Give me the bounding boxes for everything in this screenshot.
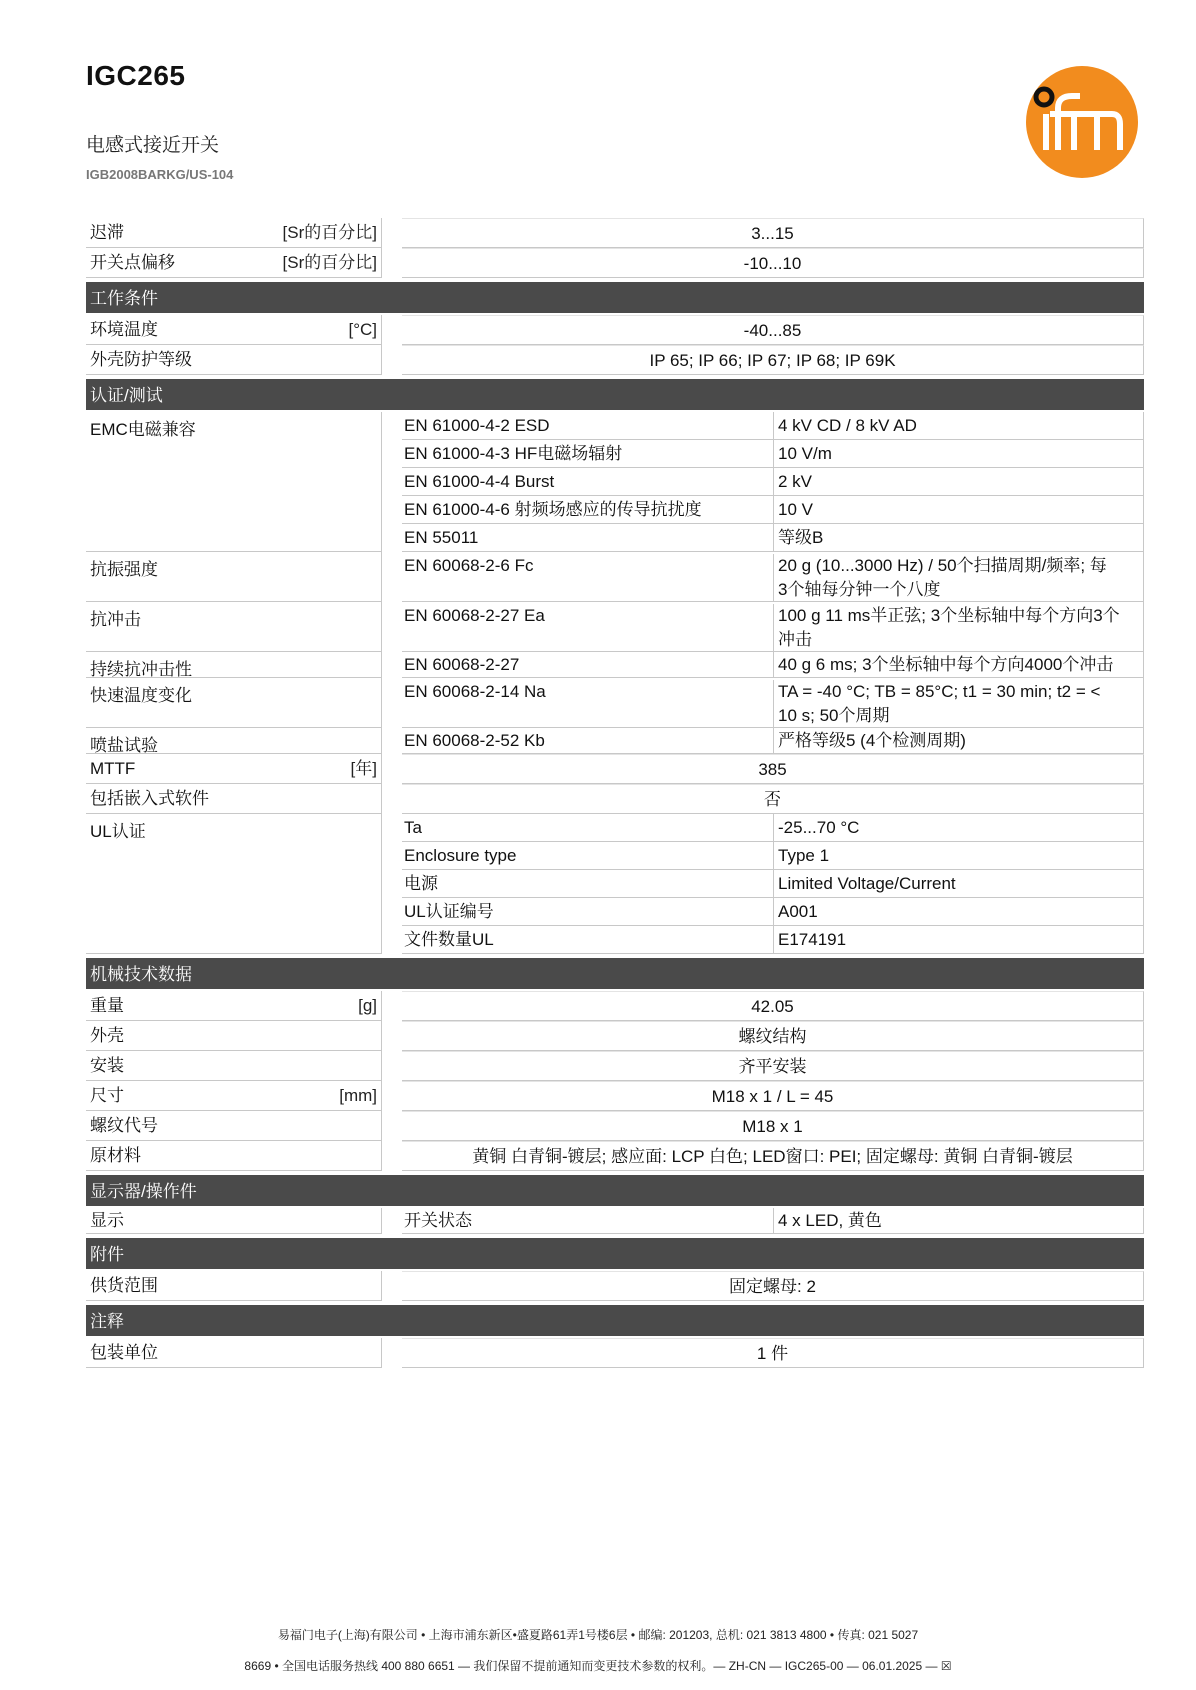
- spec-row-housing: [86, 1021, 1144, 1051]
- vibration-value-line2: 3个轴每分钟一个八度: [778, 580, 941, 599]
- ul-key: Ta: [402, 814, 774, 841]
- row-label: 包括嵌入式软件: [90, 789, 209, 808]
- emc-standard: EN 61000-4-3 HF电磁场辐射: [402, 440, 774, 467]
- row-value: M18 x 1: [402, 1111, 1144, 1141]
- row-label: 抗冲击: [90, 610, 141, 629]
- salt-standard: EN 60068-2-52 Kb: [402, 728, 774, 753]
- emc-value: 10 V: [778, 500, 813, 519]
- ul-key: UL认证编号: [402, 898, 774, 925]
- product-code: IGB2008BARKG/US-104: [86, 167, 234, 182]
- row-label: 重量: [90, 996, 124, 1015]
- row-label: 螺纹代号: [90, 1116, 158, 1135]
- row-value: IP 65; IP 66; IP 67; IP 68; IP 69K: [402, 345, 1144, 375]
- row-label: 抗振强度: [90, 560, 158, 579]
- display-key: 开关状态: [402, 1208, 774, 1233]
- row-unit: [mm]: [339, 1086, 377, 1105]
- spec-row-ul: [86, 814, 1144, 954]
- ul-key: Enclosure type: [402, 842, 774, 869]
- row-unit: [Sr的百分比]: [282, 253, 377, 272]
- row-label: 供货范围: [90, 1276, 158, 1295]
- row-label: MTTF: [90, 759, 136, 778]
- shock-standard: EN 60068-2-27 Ea: [402, 604, 774, 651]
- emc-standard: EN 61000-4-2 ESD: [402, 412, 774, 439]
- row-value: 1 件: [402, 1338, 1144, 1368]
- spec-row-scope-of-supply: [86, 1271, 1144, 1301]
- temp-change-standard: EN 60068-2-14 Na: [402, 680, 774, 727]
- section-accessories: 附件: [86, 1238, 1144, 1269]
- spec-row-protection: [86, 345, 1144, 375]
- row-label: 尺寸: [90, 1086, 124, 1105]
- shock-value-line2: 冲击: [778, 630, 812, 649]
- row-value: 齐平安装: [402, 1051, 1144, 1081]
- row-label: 开关点偏移: [90, 253, 175, 272]
- temp-change-value-line1: TA = -40 °C; TB = 85°C; t1 = 30 min; t2 = <: [778, 682, 1101, 701]
- row-label: 包装单位: [90, 1343, 158, 1362]
- ifm-logo-icon: [1024, 64, 1140, 180]
- emc-value: 10 V/m: [778, 444, 832, 463]
- row-label: 喷盐试验: [90, 736, 158, 755]
- row-label: 显示: [90, 1211, 124, 1230]
- spec-row-vibration: [86, 552, 1144, 602]
- ul-item: [402, 814, 1144, 842]
- emc-standard: EN 55011: [402, 524, 774, 551]
- ul-key: 电源: [402, 870, 774, 897]
- row-unit: [°C]: [348, 320, 377, 339]
- row-label: 快速温度变化: [90, 686, 192, 705]
- row-value: 螺纹结构: [402, 1021, 1144, 1051]
- vibration-value-line1: 20 g (10...3000 Hz) / 50个扫描周期/频率; 每: [778, 556, 1107, 575]
- section-operating-conditions: 工作条件: [86, 282, 1144, 313]
- header: [86, 62, 233, 182]
- ul-item: [402, 926, 1144, 954]
- row-unit: [g]: [358, 996, 377, 1015]
- spec-row-packing-unit: [86, 1338, 1144, 1368]
- spec-row-continuous-shock: [86, 652, 1144, 678]
- spec-row-materials: [86, 1141, 1144, 1171]
- spec-row-mttf: [86, 754, 1144, 784]
- ul-key: 文件数量UL: [402, 926, 774, 953]
- row-label: 原材料: [90, 1146, 141, 1165]
- row-unit: [年]: [350, 759, 377, 778]
- temp-change-value-line2: 10 s; 50个周期: [778, 706, 890, 725]
- emc-value: 2 kV: [778, 472, 813, 491]
- row-label: 安装: [90, 1056, 124, 1075]
- row-value: 3...15: [402, 218, 1144, 248]
- spec-row-hysteresis: [86, 218, 1144, 248]
- row-value: 385: [402, 754, 1144, 784]
- row-label: 环境温度: [90, 320, 158, 339]
- section-display: 显示器/操作件: [86, 1175, 1144, 1206]
- ul-value: E174191: [778, 930, 847, 949]
- ul-item: [402, 870, 1144, 898]
- spec-row-ambient-temp: [86, 315, 1144, 345]
- product-subtitle: 电感式接近开关: [86, 135, 220, 156]
- spec-row-mounting: [86, 1051, 1144, 1081]
- shock-value-line1: 100 g 11 ms半正弦; 3个坐标轴中每个方向3个: [778, 606, 1120, 625]
- spec-row-shock: [86, 602, 1144, 652]
- emc-item: [402, 496, 1144, 524]
- row-value: M18 x 1 / L = 45: [402, 1081, 1144, 1111]
- row-value: 否: [402, 784, 1144, 814]
- spec-row-emc: [86, 412, 1144, 552]
- emc-value: 4 kV CD / 8 kV AD: [778, 416, 917, 435]
- display-value: 4 x LED, 黄色: [778, 1211, 882, 1230]
- section-notes: 注释: [86, 1305, 1144, 1336]
- ul-value: -25...70 °C: [778, 818, 860, 837]
- row-label: 外壳: [90, 1026, 124, 1045]
- section-mechanical: 机械技术数据: [86, 958, 1144, 989]
- emc-item: [402, 412, 1144, 440]
- ul-value: A001: [778, 902, 818, 921]
- spec-row-embedded-software: [86, 784, 1144, 814]
- ul-item: [402, 898, 1144, 926]
- continuous-shock-standard: EN 60068-2-27: [402, 652, 774, 677]
- ul-item: [402, 842, 1144, 870]
- emc-value: 等级B: [778, 528, 824, 547]
- ul-value: Limited Voltage/Current: [778, 874, 956, 893]
- spec-row-weight: [86, 991, 1144, 1021]
- row-label: EMC电磁兼容: [90, 420, 196, 439]
- row-unit: [Sr的百分比]: [282, 223, 377, 242]
- spec-row-salt-spray: [86, 728, 1144, 754]
- row-label: UL认证: [90, 822, 146, 841]
- spec-row-display: [86, 1208, 1144, 1234]
- spec-row-thread: [86, 1111, 1144, 1141]
- section-approvals: 认证/测试: [86, 379, 1144, 410]
- spec-table: [86, 218, 1144, 1368]
- footer-line-2: 8669 • 全国电话服务热线 400 880 6651 — 我们保留不提前通知而变更技术参数的权利。— ZH-CN — IGC265-00 — 06.01.2025 — ☒: [244, 1659, 952, 1673]
- salt-value: 严格等级5 (4个检测周期): [778, 731, 966, 750]
- ul-value: Type 1: [778, 846, 830, 865]
- emc-item: [402, 440, 1144, 468]
- row-value: 黄铜 白青铜-镀层; 感应面: LCP 白色; LED窗口: PEI; 固定螺母: 黄铜 白青铜-镀层: [402, 1141, 1144, 1171]
- row-label: 持续抗冲击性: [90, 660, 192, 679]
- row-value: 固定螺母: 2: [402, 1271, 1144, 1301]
- row-label: 外壳防护等级: [90, 350, 192, 369]
- emc-standard: EN 61000-4-6 射频场感应的传导抗扰度: [402, 496, 774, 523]
- emc-standard: EN 61000-4-4 Burst: [402, 468, 774, 495]
- row-value: 42.05: [402, 991, 1144, 1021]
- row-label: 迟滞: [90, 223, 124, 242]
- row-value: -40...85: [402, 315, 1144, 345]
- footer-line-1: 易福门电子(上海)有限公司 • 上海市浦东新区•盛夏路61弄1号楼6层 • 邮编: 201203, 总机: 021 3813 4800 • 传真: 021 5027: [277, 1628, 919, 1642]
- continuous-shock-value: 40 g 6 ms; 3个坐标轴中每个方向4000个冲击: [778, 655, 1114, 674]
- spec-row-dimensions: [86, 1081, 1144, 1111]
- emc-item: [402, 524, 1144, 552]
- emc-item: [402, 468, 1144, 496]
- product-title: IGC265: [86, 60, 186, 91]
- row-value: -10...10: [402, 248, 1144, 278]
- spec-row-temp-change: [86, 678, 1144, 728]
- vibration-standard: EN 60068-2-6 Fc: [402, 554, 774, 601]
- spec-row-switch-point-drift: [86, 248, 1144, 278]
